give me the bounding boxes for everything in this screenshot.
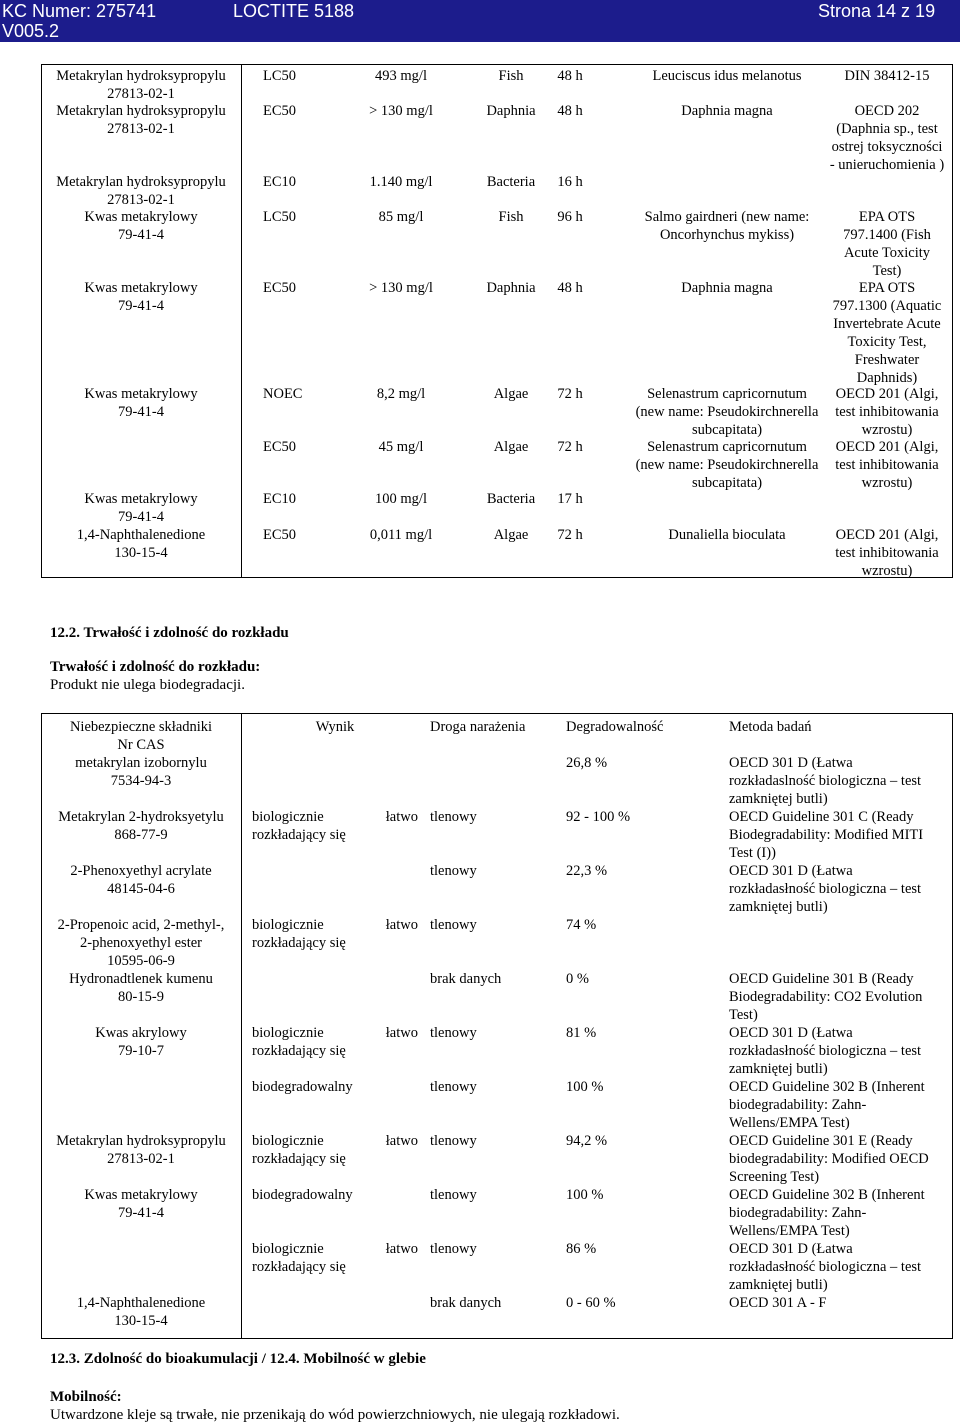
method <box>822 385 952 439</box>
table-border-top <box>41 713 953 714</box>
organism: Algae <box>493 439 529 455</box>
method-line: Invertebrate Acute <box>833 316 941 332</box>
version: V005.2 <box>2 21 60 41</box>
method-line: ostrej toksyczności <box>831 139 943 155</box>
degradability: 22,3 % <box>566 863 608 879</box>
substance-line: 868-77-9 <box>114 827 168 843</box>
method-line: Biodegradability: CO2 Evolution <box>729 989 923 1005</box>
table-divider <box>241 64 242 578</box>
exposure-route: brak danych <box>430 1295 502 1311</box>
substance-line: 2-Propenoic acid, 2-methyl-, <box>57 917 225 933</box>
value: > 130 mg/l <box>369 280 433 296</box>
result-type: LC50 <box>263 209 297 225</box>
substance-line: Metakrylan hydroksypropylu <box>56 68 226 84</box>
substance <box>41 754 241 790</box>
method-line: biodegradability: Modified OECD <box>729 1151 929 1167</box>
result-line: rozkładający się <box>252 827 346 843</box>
species-line: Selenastrum capricornutum <box>647 439 807 455</box>
substance <box>41 279 241 315</box>
result-line: biologicznie łatwo <box>252 1241 418 1257</box>
degradability: 86 % <box>566 1241 597 1257</box>
method-line: OECD Guideline 302 B (Inherent <box>729 1079 925 1095</box>
exposure-time: 96 h <box>557 209 583 225</box>
method-line: Screening Test) <box>729 1169 820 1185</box>
value: 0,011 mg/l <box>369 527 433 543</box>
exposure-route: tlenowy <box>430 1133 477 1149</box>
method-line: OECD 301 D (Łatwa <box>729 863 853 879</box>
result <box>252 1240 418 1276</box>
method <box>729 1294 949 1312</box>
organism: Algae <box>493 386 529 402</box>
table-border-right <box>952 64 953 578</box>
result-line: biologicznie łatwo <box>252 1025 418 1041</box>
section-12-3-subheading: Mobilność: <box>50 1389 122 1405</box>
method <box>822 208 952 280</box>
substance <box>41 490 241 526</box>
substance-line: 27813-02-1 <box>107 192 175 208</box>
method-line: test inhibitowania <box>835 457 939 473</box>
species-line: Leuciscus idus melanotus <box>652 68 802 84</box>
substance-line: Metakrylan hydroksypropylu <box>56 174 226 190</box>
section-12-3-text: Utwardzone kleje są trwałe, nie przenikają do wód powierzchniowych, nie ulegają rozkładowi. <box>50 1407 620 1423</box>
result-type: EC10 <box>263 174 297 190</box>
product-name: LOCTITE 5188 <box>233 1 355 21</box>
method-line: OECD 202 <box>854 103 920 119</box>
result-line: biodegradowalny <box>252 1079 353 1095</box>
exposure-time: 48 h <box>557 103 583 119</box>
method-line: biodegradability: Zahn- <box>729 1205 867 1221</box>
substance <box>41 173 241 209</box>
substance-line: Metakrylan hydroksypropylu <box>56 103 226 119</box>
method <box>822 279 952 387</box>
result-type: EC10 <box>263 491 297 507</box>
method-line: rozkładaslność biologiczna – test <box>729 773 922 789</box>
substance-line: 79-10-7 <box>118 1043 164 1059</box>
species-line: (new name: Pseudokirchnerella <box>635 404 819 420</box>
method-line: OECD Guideline 301 E (Ready <box>729 1133 913 1149</box>
substance <box>41 102 241 138</box>
header-substance: Niebezpieczne składniki Nr CAS <box>69 719 213 753</box>
table-divider <box>241 713 242 1339</box>
method-line: Test) <box>729 1007 758 1023</box>
species <box>624 208 830 244</box>
result <box>252 916 418 952</box>
degradability: 92 - 100 % <box>566 809 631 825</box>
substance-line: 79-41-4 <box>118 298 164 314</box>
result-line: rozkładający się <box>252 935 346 951</box>
substance <box>41 970 241 1006</box>
result <box>252 1024 418 1060</box>
result <box>252 1186 418 1204</box>
method-line: OECD 201 (Algi, <box>835 386 939 402</box>
exposure-time: 48 h <box>557 280 583 296</box>
species-line: Oncorhynchus mykiss) <box>659 227 795 243</box>
method <box>729 862 949 916</box>
exposure-time: 72 h <box>557 439 583 455</box>
method-line: rozkładasłność biologiczna – test <box>729 1043 922 1059</box>
method <box>729 1024 949 1078</box>
method-line: rozkładasłność biologiczna – test <box>729 1259 922 1275</box>
substance <box>41 862 241 898</box>
table-border-top <box>41 64 953 65</box>
substance-line: 130-15-4 <box>114 1313 168 1329</box>
table-border-bottom <box>41 577 953 578</box>
result-type: EC50 <box>263 527 297 543</box>
species <box>624 102 830 120</box>
section-12-3-heading: 12.3. Zdolność do bioakumulacji / 12.4. Mobilność w glebie <box>50 1351 426 1367</box>
method-line: wzrostu) <box>861 422 913 438</box>
exposure-route: tlenowy <box>430 809 477 825</box>
value: 493 mg/l <box>375 68 427 84</box>
method-line: OECD 301 D (Łatwa <box>729 1241 853 1257</box>
result-type: EC50 <box>263 103 297 119</box>
organism: Fish <box>498 209 524 225</box>
result-type: EC50 <box>263 439 297 455</box>
organism: Algae <box>493 527 529 543</box>
organism: Fish <box>498 68 524 84</box>
substance <box>41 526 241 562</box>
substance-line: Kwas metakrylowy <box>84 280 198 296</box>
method <box>729 1132 949 1186</box>
exposure-route: tlenowy <box>430 1241 477 1257</box>
substance-line: 2-Phenoxyethyl acrylate <box>70 863 212 879</box>
method-line: EPA OTS <box>858 209 916 225</box>
page-number: Strona 14 z 19 <box>818 1 936 21</box>
value: 8,2 mg/l <box>376 386 426 402</box>
method <box>729 754 949 808</box>
method-line: Wellens/EMPA Test) <box>729 1115 850 1131</box>
method-line: 797.1400 (Fish <box>843 227 931 243</box>
header-result: Wynik <box>315 719 355 735</box>
substance <box>41 385 241 421</box>
method-line: OECD 301 D (Łatwa <box>729 1025 853 1041</box>
substance-line: 130-15-4 <box>114 545 168 561</box>
result-line: biologicznie łatwo <box>252 1133 418 1149</box>
table-border-bottom <box>41 1338 953 1339</box>
substance <box>41 916 241 970</box>
exposure-time: 72 h <box>557 386 583 402</box>
page-header <box>0 0 960 42</box>
species <box>624 438 830 492</box>
method <box>729 808 949 862</box>
exposure-route: tlenowy <box>430 863 477 879</box>
header-method: Metoda badań <box>729 719 812 735</box>
degradability: 100 % <box>566 1187 604 1203</box>
method-line: zamkniętej butli) <box>729 791 828 807</box>
substance-line: 10595-06-9 <box>107 953 175 969</box>
species <box>624 385 830 439</box>
substance-line: 79-41-4 <box>118 404 164 420</box>
method-line: OECD Guideline 301 B (Ready <box>729 971 914 987</box>
exposure-route: tlenowy <box>430 1187 477 1203</box>
species <box>624 67 830 85</box>
result-line: rozkładający się <box>252 1259 346 1275</box>
substance-line: 1,4-Naphthalenedione <box>76 1295 206 1311</box>
method-line: rozkładasłność biologiczna – test <box>729 881 922 897</box>
method-line: Biodegradability: Modified MITI <box>729 827 924 843</box>
substance-line: 1,4-Naphthalenedione <box>76 527 206 543</box>
exposure-route: tlenowy <box>430 1079 477 1095</box>
substance-line: 27813-02-1 <box>107 121 175 137</box>
degradability: 74 % <box>566 917 597 933</box>
organism: Bacteria <box>486 174 536 190</box>
substance-line: 79-41-4 <box>118 1205 164 1221</box>
result <box>252 808 418 844</box>
degradability: 0 % <box>566 971 589 987</box>
method <box>822 526 952 580</box>
method-line: OECD 301 D (Łatwa <box>729 755 853 771</box>
method <box>729 1186 949 1240</box>
method-line: OECD 201 (Algi, <box>835 439 939 455</box>
method-line: Wellens/EMPA Test) <box>729 1223 850 1239</box>
result-line: biologicznie łatwo <box>252 917 418 933</box>
species <box>624 526 830 544</box>
method-line: Test) <box>872 263 902 279</box>
substance-line: Hydronadtlenek kumenu <box>69 971 213 987</box>
exposure-time: 16 h <box>557 174 583 190</box>
exposure-time: 48 h <box>557 68 583 84</box>
degradability: 100 % <box>566 1079 604 1095</box>
method-line: zamkniętej butli) <box>729 1061 828 1077</box>
value: 45 mg/l <box>378 439 424 455</box>
species-line: subcapitata) <box>691 475 763 491</box>
exposure-time: 72 h <box>557 527 583 543</box>
method-line: Freshwater <box>854 352 920 368</box>
degradability: 0 - 60 % <box>566 1295 616 1311</box>
substance <box>41 67 241 103</box>
degradability: 94,2 % <box>566 1133 608 1149</box>
method-line: test inhibitowania <box>835 545 939 561</box>
method <box>729 1240 949 1294</box>
result-line: rozkładający się <box>252 1151 346 1167</box>
method <box>729 970 949 1024</box>
substance-line: Metakrylan 2-hydroksyetylu <box>58 809 224 825</box>
species-line: Dunaliella bioculata <box>668 527 786 543</box>
method-line: wzrostu) <box>861 563 913 579</box>
species-line: Salmo gairdneri (new name: <box>644 209 810 225</box>
species-line: (new name: Pseudokirchnerella <box>635 457 819 473</box>
result <box>252 1078 418 1096</box>
method-line: OECD Guideline 302 B (Inherent <box>729 1187 925 1203</box>
method-line: 797.1300 (Aquatic <box>832 298 942 314</box>
substance-line: Kwas akrylowy <box>95 1025 187 1041</box>
method <box>729 1078 949 1132</box>
result-type: EC50 <box>263 280 297 296</box>
method-line: OECD 301 A - F <box>729 1295 827 1311</box>
organism: Daphnia <box>486 103 536 119</box>
method <box>822 438 952 492</box>
substance-line: 27813-02-1 <box>107 1151 175 1167</box>
value: 1.140 mg/l <box>369 174 433 190</box>
species-line: subcapitata) <box>691 422 763 438</box>
value: 100 mg/l <box>375 491 427 507</box>
method <box>822 67 952 85</box>
value: > 130 mg/l <box>369 103 433 119</box>
substance-line: 27813-02-1 <box>107 86 175 102</box>
result-line: biologicznie łatwo <box>252 809 418 825</box>
substance-line: 80-15-9 <box>118 989 164 1005</box>
organism: Daphnia <box>486 280 536 296</box>
method-line: zamkniętej butli) <box>729 899 828 915</box>
exposure-route: brak danych <box>430 971 502 987</box>
section-12-2-text: Produkt nie ulega biodegradacji. <box>50 677 245 693</box>
section-12-2-subheading: Trwałość i zdolność do rozkładu: <box>50 659 261 675</box>
substance-line: metakrylan izobornylu <box>75 755 207 771</box>
section-12-2-heading: 12.2. Trwałość i zdolność do rozkładu <box>50 625 289 641</box>
header-degradability: Degradowalność <box>566 719 664 735</box>
substance <box>41 1132 241 1168</box>
result <box>252 1132 418 1168</box>
exposure-route: tlenowy <box>430 917 477 933</box>
species-line: Selenastrum capricornutum <box>647 386 807 402</box>
exposure-route: tlenowy <box>430 1025 477 1041</box>
substance-line: 79-41-4 <box>118 227 164 243</box>
method-line: - unieruchomienia ) <box>829 157 945 173</box>
substance-line: Metakrylan hydroksypropylu <box>56 1133 226 1149</box>
substance-line: Kwas metakrylowy <box>84 491 198 507</box>
method-line: zamkniętej butli) <box>729 1277 828 1293</box>
substance-line: Kwas metakrylowy <box>84 1187 198 1203</box>
method-line: OECD Guideline 301 C (Ready <box>729 809 914 825</box>
document-number: KC Numer: 275741 <box>2 1 157 21</box>
method-line: Acute Toxicity <box>843 245 931 261</box>
substance <box>41 1186 241 1222</box>
exposure-time: 17 h <box>557 491 583 507</box>
table-border-right <box>952 713 953 1339</box>
method-line: DIN 38412-15 <box>844 68 930 84</box>
method-line: test inhibitowania <box>835 404 939 420</box>
species-line: Daphnia magna <box>681 280 773 296</box>
method-line: biodegradability: Zahn- <box>729 1097 867 1113</box>
substance <box>41 808 241 844</box>
substance-line: 48145-04-6 <box>107 881 175 897</box>
substance-line: 7534-94-3 <box>110 773 172 789</box>
method-line: Daphnids) <box>856 370 918 386</box>
degradability: 81 % <box>566 1025 597 1041</box>
result-line: rozkładający się <box>252 1043 346 1059</box>
method-line: Toxicity Test, <box>847 334 927 350</box>
substance-line: Kwas metakrylowy <box>84 209 198 225</box>
value: 85 mg/l <box>378 209 424 225</box>
species <box>624 279 830 297</box>
substance <box>41 1294 241 1330</box>
method-line: OECD 201 (Algi, <box>835 527 939 543</box>
organism: Bacteria <box>486 491 536 507</box>
result-line: biodegradowalny <box>252 1187 353 1203</box>
substance <box>41 1024 241 1060</box>
substance-line: 79-41-4 <box>118 509 164 525</box>
substance-line: 2-phenoxyethyl ester <box>79 935 202 951</box>
method <box>822 102 952 174</box>
method-line: Test (I)) <box>729 845 776 861</box>
degradability: 26,8 % <box>566 755 608 771</box>
method-line: EPA OTS <box>858 280 916 296</box>
method-line: (Daphnia sp., test <box>836 121 938 137</box>
species-line: Daphnia magna <box>681 103 773 119</box>
result-type: NOEC <box>263 386 303 402</box>
result-type: LC50 <box>263 68 297 84</box>
substance-line: Kwas metakrylowy <box>84 386 198 402</box>
substance <box>41 208 241 244</box>
method-line: wzrostu) <box>861 475 913 491</box>
header-route: Droga narażenia <box>430 719 526 735</box>
